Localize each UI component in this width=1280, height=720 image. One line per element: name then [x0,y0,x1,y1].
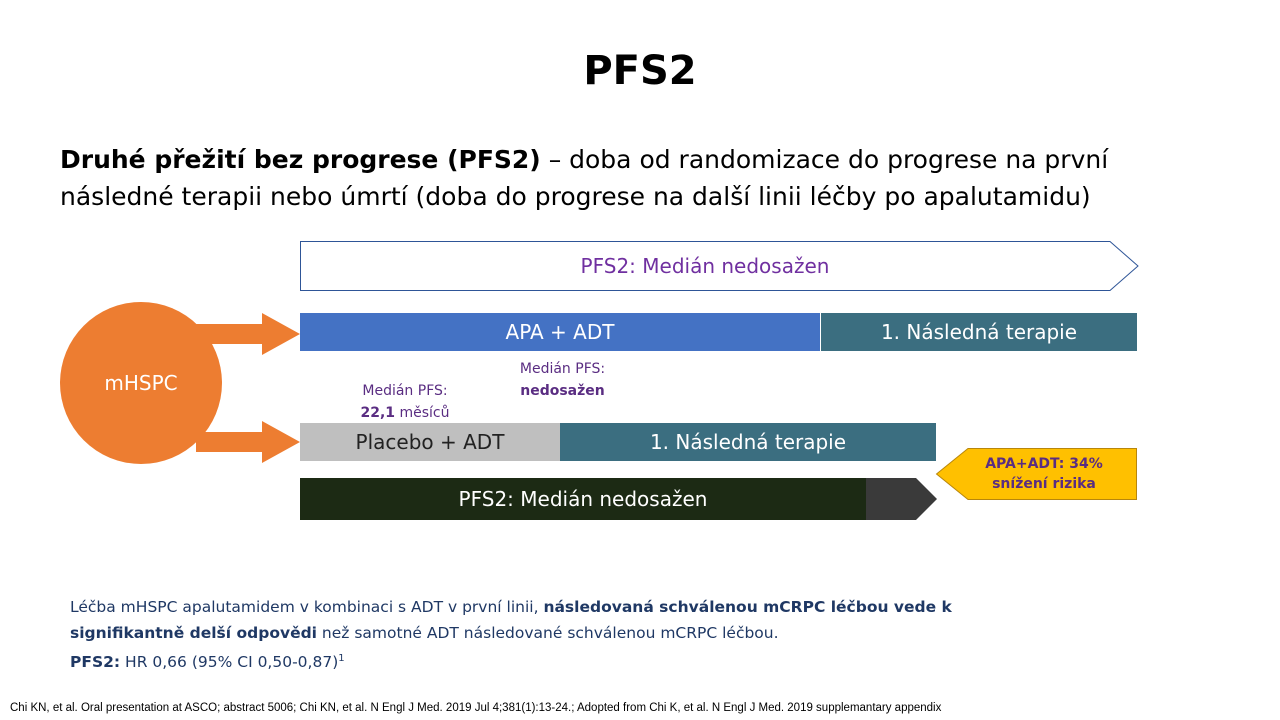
bottom-next-therapy-bar [560,423,936,461]
median-apa-label: Medián PFS: [519,361,606,377]
median-placebo-label: Medián PFS: [362,383,448,399]
median-placebo-value: 22,1 [360,405,396,421]
apa-adt-bar [300,313,820,351]
top-next-therapy-label: 1. Následná terapie [880,320,1078,344]
risk-reduction-callout [952,450,1136,498]
summary-text [70,594,1030,675]
definition-text [60,141,1220,215]
median-placebo-value-line [350,402,460,424]
hr-label: PFS2: [70,653,121,672]
hr-footnote-mark: 1 [338,653,345,664]
summary-part-2: než samotné ADT následované schválenou mCRPC léčbou. [317,624,779,642]
bottom-pfs2-label: PFS2: Medián nedosažen [458,487,708,511]
placebo-adt-label: Placebo + ADT [355,430,505,454]
callout-line-1: APA+ADT: 34% [985,456,1103,472]
median-pfs-apa [505,358,620,402]
top-next-therapy-bar [821,313,1137,351]
apa-adt-label: APA + ADT [505,320,615,344]
placebo-adt-bar [300,423,560,461]
mhspc-label: mHSPC [104,371,178,395]
median-apa-value: nedosažen [520,383,605,399]
median-apa-value-line [505,380,620,402]
reference-footnote: Chi KN, et al. Oral presentation at ASCO; abstract 5006; Chi KN, et al. N Engl J Med. 2019 Jul 4;381(1):13-24.; Adopted from Chi K, et al. N Engl J Med. 2019 supplemantary appendix [10,702,942,714]
summary-part-1: Léčba mHSPC apalutamidem v kombinaci s ADT v první linii, [70,598,544,616]
definition-term: Druhé přežití bez progrese (PFS2) [60,145,541,174]
arrow-to-apa-arm [196,313,304,355]
top-pfs2-label: PFS2: Medián nedosažen [580,254,830,278]
page-title: PFS2 [583,48,697,94]
median-placebo-unit: měsíců [395,405,450,421]
bottom-next-therapy-label: 1. Následná terapie [649,430,847,454]
callout-line-2: snížení rizika [992,476,1096,492]
median-pfs-placebo [350,380,460,424]
hr-value: HR 0,66 (95% CI 0,50-0,87) [120,653,339,672]
definition-body: – doba od randomizace do progrese na první následné terapii nebo úmrtí (doba do progrese na další linii léčby po apalutamidu) [60,145,1109,211]
summary-emphasis: následovaná schválenou mCRPC léčbou vede k signifikantně delší odpovědi [70,598,952,642]
arrow-to-placebo-arm [196,421,304,463]
